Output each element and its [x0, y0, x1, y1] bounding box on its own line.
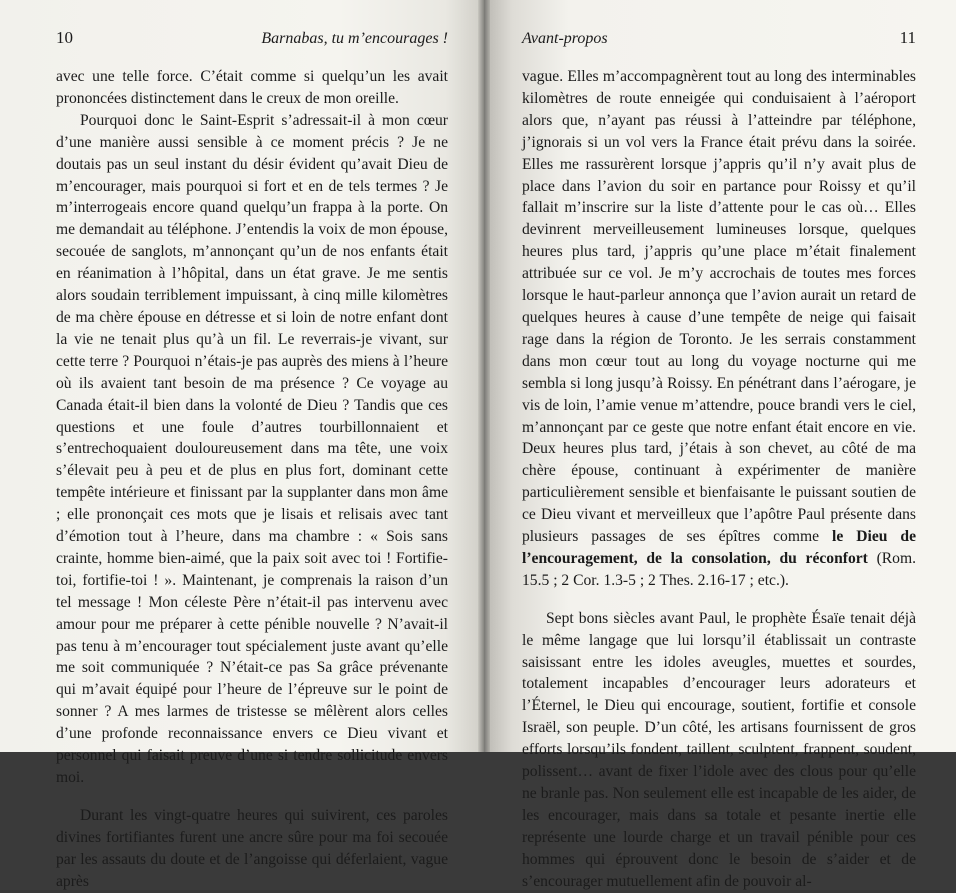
left-page-body [56, 66, 448, 893]
paragraph: avec une telle force. C’était comme si quelqu’un les avait prononcées distinctement dans le creux de mon oreille. [56, 68, 448, 107]
paragraph: Durant les vingt-quatre heures qui suivirent, ces paroles divines fortifiantes furent une ancre sûre pour ma foi secouée par les assauts du doute et de l’angoisse qui déferlaient, vague après [56, 806, 448, 890]
paragraph-text: vague. Elles m’accompagnèrent tout au long des interminables kilomètres de route enneigée qui conduisaient à l’aéroport alors que, n’ayant pas réussi à l’atteindre par téléphone, j’ignorais si un vol vers la France était prévu dans la soirée. Elles me rassurèrent lorsque j’appris qu’il n’y avait plus de place dans l’avion du soir en partance pour Roissy et qu’il fallait m’inscrire sur la liste d’attente pour le cas où… Elles devinrent merveilleusement lumineuses lorsque, quelques heures plus tard, j’appris qu’une place m’était finalement attribuée sur ce vol. Je m’y accrochais de toutes mes forces lorsque le haut-parleur annonça que l’avion aurait un retard de quelques heures à cause d’une tempête de neige qui faisait rage dans la région de Toronto. Je les serrais constamment dans mon cœur tout au long du voyage nocturne qui me sembla si long jusqu’à Roissy. En pénétrant dans l’aérogare, je vis de loin, l’amie venue m’attendre, pouce brandi vers le ciel, m’annonçant par ce geste que notre enfant était encore en vie. Deux heures plus tard, j’étais à son chevet, au côté de ma chère épouse, continuant à expérimenter de manière particulièrement sensible et bienfaisante le puissant soutien de ce Dieu vivant et merveilleux que l’apôtre Paul présente dans plusieurs passages de ses épîtres comme [522, 68, 916, 546]
paragraph: Sept bons siècles avant Paul, le prophète Ésaïe tenait déjà le même langage que lui lorsqu’il établissait un contraste saisissant entre les idoles aveugles, muettes et sourdes, totalement incapables d’encourager leurs adorateurs et l’Éternel, le Dieu qui encourage, soutient, fortifie et console Israël, son peuple. D’un côté, les artisans fournissent de gros efforts lorsqu’ils fondent, taillent, sculptent, frappent, soudent, polissent… avant de fixer l’idole avec des clous pour qu’elle ne branle pas. Non seulement elle est incapable de les aider, de les encourager, mais dans sa totale et pesante inertie elle représente une lourde charge et un travail pénible pour ces hommes qui éprouvent donc le besoin de s’aider et de s’encourager mutuellement afin de pouvoir al- [522, 609, 916, 890]
book-gutter-shadow [478, 0, 490, 752]
right-page [484, 0, 956, 890]
left-running-title: Barnabas, tu m’encourages ! [261, 30, 448, 47]
right-page-number: 11 [899, 28, 916, 47]
right-page-body [522, 66, 916, 893]
bold-phrase: le Dieu de l’encouragement, de la consolation, du réconfort [522, 528, 916, 567]
paragraph [522, 66, 916, 592]
left-page-number: 10 [56, 28, 73, 47]
scripture-references: (Rom. 15.5 ; 2 Cor. 1.3-5 ; 2 Thes. 2.16-17 ; etc.). [522, 549, 916, 589]
right-page-header [522, 28, 916, 58]
paragraph: Pourquoi donc le Saint-Esprit s’adressait-il à mon cœur d’une manière aussi sensible à ce moment précis ? Je ne doutais pas un seul instant du désir évident qu’avait Dieu de m’encourager, mais pourquoi si fort et en de tels termes ? Je m’interrogeais encore quand quelqu’un frappa à la porte. On me demandait au téléphone. J’entendis la voix de mon épouse, secouée de sanglots, m’annonçant qu’un de nos enfants était en réanimation à l’hôpital, dans un état grave. Je me sentis alors soudain terriblement impuissant, à cinq mille kilomètres de ma chère épouse en détresse et si loin de notre enfant dont la vie ne tenait plus qu’à un fil. Le reverrais-je vivant, sur cette terre ? Pourquoi n’étais-je pas auprès des miens à l’heure où ils avaient tant besoin de ma présence ? Ce voyage au Canada était-il bien dans la volonté de Dieu ? Tandis que ces questions et une foule d’autres tourbillonnaient et s’entrechoquaient douloureusement dans ma tête, une voix s’élevait peu à peu et de plus en plus fort, dominant cette tempête intérieure et finissant par la supplanter dans mon âme ; elle prononçait ces mots que je lisais et relisais avec tant d’émotion tout à l’heure, dans ma chambre : « Sois sans crainte, homme bien-aimé, que la paix soit avec toi ! Fortifie-toi, fortifie-toi ! ». Maintenant, je comprenais la raison d’un tel message ! Mon céleste Père n’était-il pas intervenu avec amour pour me préparer à cette pénible nouvelle ? N’avait-il pas tenu à m’encourager tout spécialement juste avant qu’elle me soit communiquée ? N’était-ce pas Sa grâce prévenante qui m’avait équipé pour l’heure de l’épreuve sur le point de sonner ? A mes larmes de tristesse se mêlèrent alors celles d’une profonde reconnaissance envers ce Dieu vivant et personnel qui faisait preuve d’une si tendre sollicitude envers moi. [56, 111, 448, 786]
right-running-title: Avant-propos [522, 30, 608, 47]
left-page-header [56, 28, 448, 58]
